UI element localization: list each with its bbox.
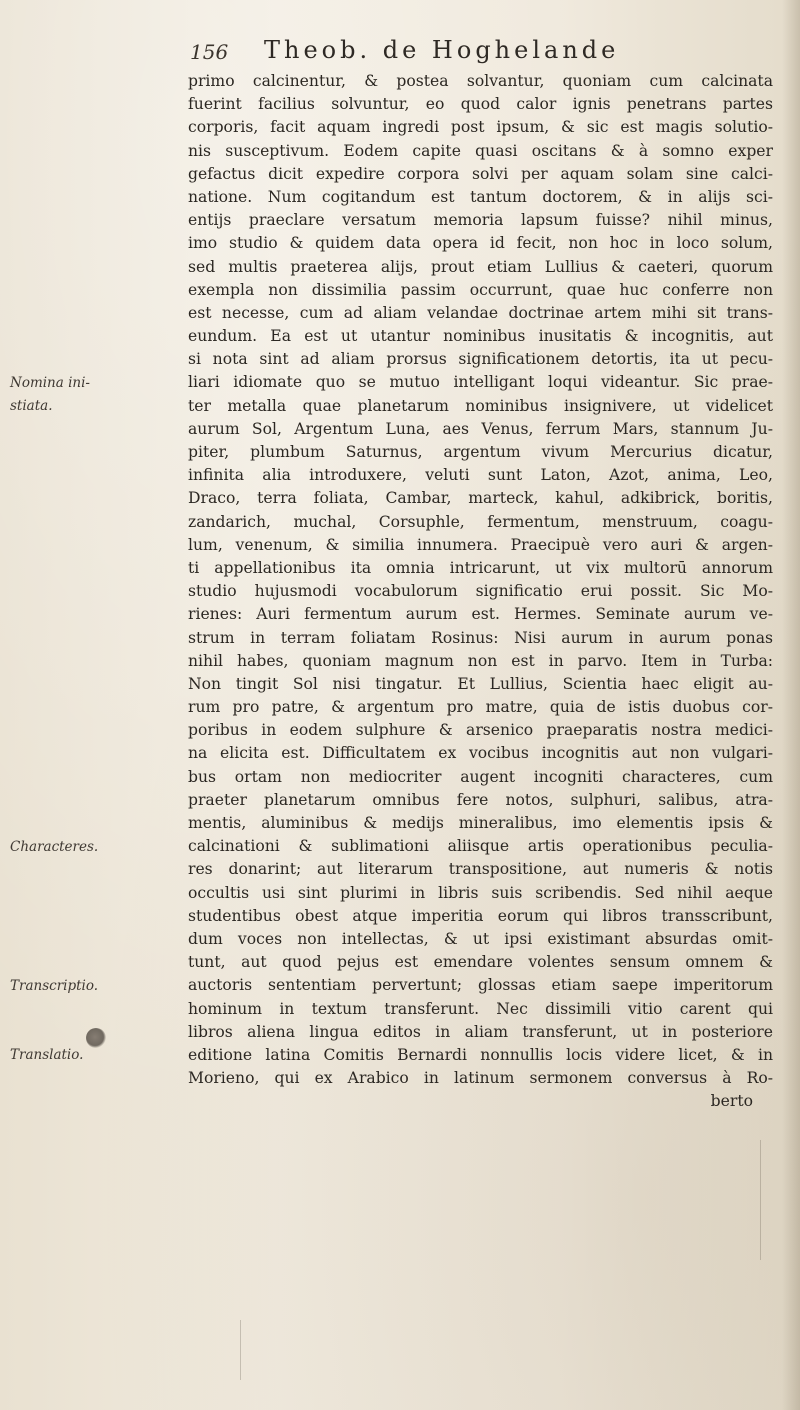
body-text bbox=[188, 70, 773, 1113]
text-line: tunt, aut quod pejus est emendare volentes sensum omnem & bbox=[188, 953, 773, 972]
text-line: Draco, terra foliata, Cambar, marteck, kahul, adkibrick, boritis, bbox=[188, 489, 773, 508]
text-line: piter, plumbum Saturnus, argentum vivum Mercurius dicatur, bbox=[188, 443, 773, 461]
margin-note: Nomina ini- bbox=[10, 374, 90, 391]
page-number: 156 bbox=[190, 40, 229, 64]
text-line: rum pro patre, & argentum pro matre, quia de istis duobus cor- bbox=[188, 698, 773, 717]
text-line: mentis, aluminibus & medijs mineralibus, imo elementis ipsis & bbox=[188, 814, 773, 832]
text-line: rienes: Auri fermentum aurum est. Hermes. Seminate aurum ve- bbox=[188, 605, 773, 624]
ink-stroke-mark bbox=[760, 1140, 761, 1260]
text-line: na elicita est. Difficultatem ex vocibus incognitis aut non vulgari- bbox=[188, 744, 773, 763]
running-head: Theob. de Hoghelande bbox=[264, 36, 620, 64]
text-line: nihil habes, quoniam magnum non est in parvo. Item in Turba: bbox=[188, 651, 773, 670]
text-line: praeter planetarum omnibus fere notos, sulphuri, salibus, atra- bbox=[188, 790, 773, 809]
text-line: ter metalla quae planetarum nominibus insignivere, ut videlicet bbox=[188, 396, 773, 415]
text-line: exempla non dissimilia passim occurrunt, quae huc conferre non bbox=[188, 280, 773, 299]
text-line: occultis usi sint plurimi in libris suis scribendis. Sed nihil aeque bbox=[188, 883, 773, 902]
text-line: studio hujusmodi vocabulorum significatio erui possit. Sic Mo- bbox=[188, 582, 773, 601]
text-line: imo studio & quidem data opera id fecit, non hoc in loco solum, bbox=[188, 234, 773, 253]
text-line: editione latina Comitis Bernardi nonnullis locis videre licet, & in bbox=[188, 1045, 773, 1064]
text-line: hominum in textum transferunt. Nec dissimili vitio carent qui bbox=[188, 999, 773, 1018]
text-line: libros aliena lingua editos in aliam transferunt, ut in posteriore bbox=[188, 1022, 773, 1041]
text-line: lum, venenum, & similia innumera. Praecipuè vero auri & argen- bbox=[188, 535, 773, 554]
text-line: poribus in eodem sulphure & arsenico praeparatis nostra medici- bbox=[188, 721, 773, 740]
text-line: liari idiomate quo se mutuo intelligant loqui videantur. Sic prae- bbox=[188, 373, 773, 392]
margin-note: Translatio. bbox=[10, 1047, 84, 1064]
text-line: dum voces non intellectas, & ut ipsi existimant absurdas omit- bbox=[188, 929, 773, 948]
text-line: Morieno, qui ex Arabico in latinum sermonem conversus à Ro- bbox=[188, 1069, 773, 1088]
text-line: natione. Num cogitandum est tantum doctorem, & in alijs sci- bbox=[188, 187, 773, 206]
ink-stroke-mark bbox=[240, 1320, 241, 1380]
margin-note: Transcriptio. bbox=[10, 977, 99, 994]
text-line: nis susceptivum. Eodem capite quasi oscitans & à somno exper bbox=[188, 141, 773, 160]
text-line: fuerint facilius solvuntur, eo quod calor ignis penetrans partes bbox=[188, 95, 773, 114]
text-line: calcinationi & sublimationi aliisque artis operationibus peculia- bbox=[188, 837, 773, 856]
text-line: eundum. Ea est ut utantur nominibus inusitatis & incognitis, aut bbox=[188, 327, 773, 346]
text-line: infinita alia introduxere, veluti sunt Laton, Azot, anima, Leo, bbox=[188, 466, 773, 485]
text-line: bus ortam non mediocriter augent incogniti characteres, cum bbox=[188, 767, 773, 786]
text-line: gefactus dicit expedire corpora solvi per aquam solam sine calci- bbox=[188, 164, 773, 183]
text-line: entijs praeclare versatum memoria lapsum fuisse? nihil minus, bbox=[188, 211, 773, 230]
text-line: corporis, facit aquam ingredi post ipsum, & sic est magis solutio- bbox=[188, 118, 773, 137]
text-line: zandarich, muchal, Corsuphle, fermentum, menstruum, coagu- bbox=[188, 512, 773, 531]
page-edge-shadow bbox=[782, 0, 800, 1410]
text-line: aurum Sol, Argentum Luna, aes Venus, ferrum Mars, stannum Ju- bbox=[188, 419, 773, 438]
text-line: primo calcinentur, & postea solvantur, quoniam cum calcinata bbox=[188, 72, 773, 90]
margin-note: stiata. bbox=[10, 397, 53, 414]
text-line: berto bbox=[710, 1092, 753, 1111]
text-line: sed multis praeterea alijs, prout etiam Lullius & caeteri, quorum bbox=[188, 257, 773, 276]
text-line: strum in terram foliatam Rosinus: Nisi aurum in aurum ponas bbox=[188, 628, 773, 647]
page-header bbox=[190, 36, 760, 70]
text-line: studentibus obest atque imperitia eorum qui libros transscribunt, bbox=[188, 906, 773, 925]
text-line: auctoris sententiam pervertunt; glossas etiam saepe imperitorum bbox=[188, 976, 773, 995]
ink-blot-mark bbox=[86, 1028, 106, 1048]
text-line: ti appellationibus ita omnia intricarunt, ut vix multorū annorum bbox=[188, 558, 773, 577]
text-line: est necesse, cum ad aliam velandae doctrinae artem mihi sit trans- bbox=[188, 303, 773, 322]
text-line: res donarint; aut literarum transpositione, aut numeris & notis bbox=[188, 860, 773, 879]
text-line: Non tingit Sol nisi tingatur. Et Lullius, Scientia haec eligit au- bbox=[188, 674, 773, 693]
margin-note: Characteres. bbox=[10, 838, 99, 855]
text-line: si nota sint ad aliam prorsus significationem detortis, ita ut pecu- bbox=[188, 350, 773, 369]
